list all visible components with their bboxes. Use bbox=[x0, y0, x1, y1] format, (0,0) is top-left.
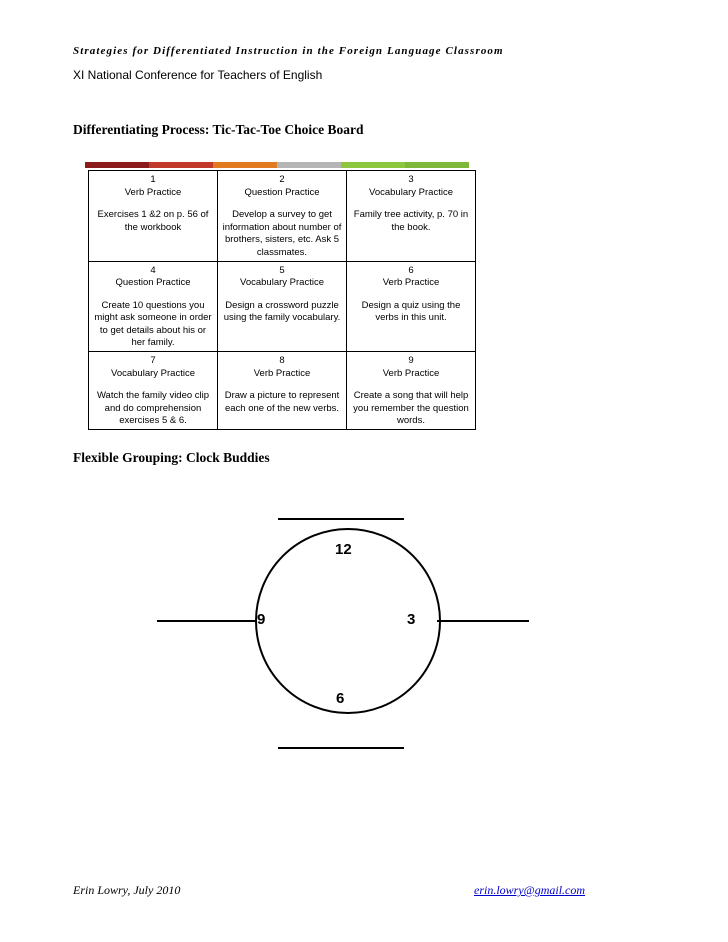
cell-task: Watch the family video clip and do comprehension exercises 5 & 6. bbox=[96, 390, 210, 427]
color-segment bbox=[405, 162, 469, 168]
choice-board-heading: Differentiating Process: Tic-Tac-Toe Choice Board bbox=[73, 122, 364, 137]
blank-line-12 bbox=[278, 518, 404, 520]
cell-number: 6 bbox=[408, 264, 414, 276]
cell-number: 8 bbox=[279, 355, 285, 367]
cell-number: 7 bbox=[150, 355, 156, 367]
blank-line-3 bbox=[437, 620, 529, 622]
cell-task: Family tree activity, p. 70 in the book. bbox=[353, 209, 469, 233]
board-cell bbox=[347, 261, 476, 352]
board-cell bbox=[89, 261, 218, 352]
board-row bbox=[89, 171, 476, 262]
cell-category: Vocabulary Practice bbox=[240, 277, 324, 289]
color-segment bbox=[341, 162, 405, 168]
conference-subtitle: XI National Conference for Teachers of English bbox=[73, 68, 323, 82]
blank-line-9 bbox=[157, 620, 256, 622]
cell-task: Design a crossword puzzle using the family vocabulary. bbox=[223, 299, 341, 324]
color-segment bbox=[85, 162, 149, 168]
board-row bbox=[89, 261, 476, 352]
cell-task: Create 10 questions you might ask someone in order to get details about his or her family. bbox=[94, 299, 212, 349]
blank-line-6 bbox=[278, 747, 404, 749]
clock-number-6: 6 bbox=[336, 690, 345, 707]
clock-number-9: 9 bbox=[257, 611, 266, 628]
board-cell bbox=[218, 171, 347, 262]
cell-category: Verb Practice bbox=[382, 367, 440, 379]
color-segment bbox=[213, 162, 277, 168]
cell-task: Design a quiz using the verbs in this unit. bbox=[361, 299, 461, 324]
cell-task: Create a song that will help you remember the question words. bbox=[353, 390, 469, 427]
cell-category: Verb Practice bbox=[124, 186, 182, 198]
board-row bbox=[89, 352, 476, 430]
cell-category: Verb Practice bbox=[253, 367, 311, 379]
clock-number-3: 3 bbox=[407, 611, 416, 628]
color-segment bbox=[149, 162, 213, 168]
author-footer: Erin Lowry, July 2010 bbox=[73, 883, 181, 897]
cell-number: 5 bbox=[279, 264, 285, 276]
cell-number: 3 bbox=[408, 174, 414, 185]
cell-number: 9 bbox=[408, 355, 414, 367]
board-cell bbox=[347, 171, 476, 262]
board-cell bbox=[89, 352, 218, 430]
email-link[interactable]: erin.lowry@gmail.com bbox=[474, 883, 586, 897]
board-cell bbox=[218, 261, 347, 352]
cell-category: Verb Practice bbox=[382, 277, 440, 289]
cell-task: Exercises 1 &2 on p. 56 of the workbook bbox=[97, 209, 209, 233]
clock-number-12: 12 bbox=[335, 541, 352, 558]
decorative-color-bar bbox=[85, 162, 469, 168]
board-cell bbox=[347, 352, 476, 430]
cell-number: 1 bbox=[150, 174, 156, 185]
cell-category: Vocabulary Practice bbox=[369, 186, 453, 198]
cell-task: Develop a survey to get information about number of brothers, sisters, etc. Ask 5 classmates. bbox=[222, 209, 342, 258]
board-cell bbox=[218, 352, 347, 430]
cell-category: Question Practice bbox=[115, 277, 191, 289]
cell-number: 4 bbox=[150, 264, 156, 276]
clock-buddies-heading: Flexible Grouping: Clock Buddies bbox=[73, 450, 270, 465]
tic-tac-toe-board bbox=[88, 170, 476, 430]
cell-category: Vocabulary Practice bbox=[111, 367, 195, 379]
cell-category: Question Practice bbox=[244, 186, 320, 198]
color-segment bbox=[277, 162, 341, 168]
document-title: Strategies for Differentiated Instruction in the Foreign Language Classroom bbox=[73, 45, 504, 57]
cell-task: Draw a picture to represent each one of the new verbs. bbox=[224, 390, 340, 414]
cell-number: 2 bbox=[279, 174, 285, 185]
board-cell bbox=[89, 171, 218, 262]
